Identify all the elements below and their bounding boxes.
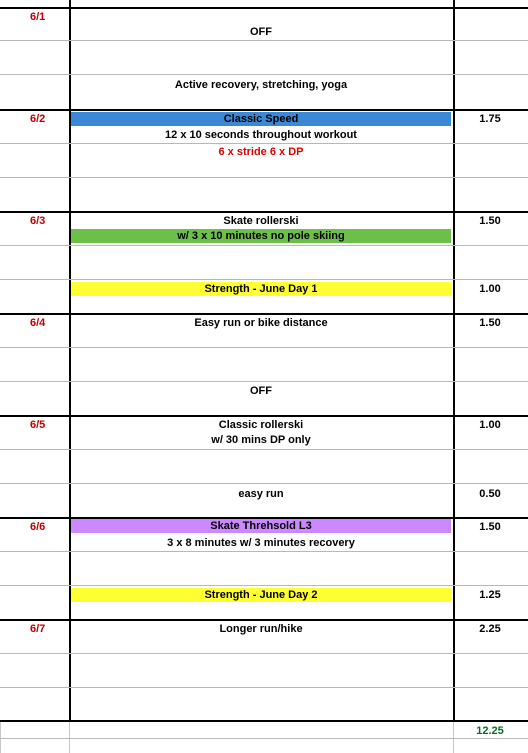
row-divider xyxy=(0,40,528,41)
workout-cell: 12 x 10 seconds throughout workout xyxy=(165,129,357,141)
total-hours: 12.25 xyxy=(476,725,504,737)
row-divider xyxy=(0,720,528,722)
workout-cell: Longer run/hike xyxy=(219,623,303,635)
row-divider xyxy=(0,347,528,348)
workout-cell: Strength - June Day 1 xyxy=(204,283,318,295)
workout-cell: 6 x stride 6 x DP xyxy=(218,146,304,158)
date-cell: 6/1 xyxy=(30,11,46,23)
hours-cell: 1.50 xyxy=(479,317,501,329)
row-divider xyxy=(0,381,528,382)
workout-cell: Classic rollerski xyxy=(218,419,304,431)
workout-cell: OFF xyxy=(250,385,272,397)
workout-cell: Skate rollerski xyxy=(223,215,299,227)
date-cell: 6/7 xyxy=(30,623,46,635)
row-divider xyxy=(0,619,528,621)
hours-cell: 1.50 xyxy=(479,521,501,533)
row-divider xyxy=(0,415,528,417)
hours-cell: 1.25 xyxy=(479,589,501,601)
row-divider xyxy=(0,738,528,739)
date-cell: 6/6 xyxy=(30,521,46,533)
hours-cell: 1.50 xyxy=(479,215,501,227)
workout-cell: Easy run or bike distance xyxy=(194,317,328,329)
row-divider xyxy=(0,143,528,144)
hours-cell: 1.75 xyxy=(479,113,501,125)
date-cell: 6/3 xyxy=(30,215,46,227)
workout-cell: Skate Threhsold L3 xyxy=(210,520,312,532)
row-divider xyxy=(0,687,528,688)
row-divider xyxy=(0,7,528,9)
row-divider xyxy=(0,551,528,552)
workout-cell: Classic Speed xyxy=(223,113,299,125)
workout-cell: Active recovery, stretching, yoga xyxy=(174,79,348,91)
workout-cell: w/ 3 x 10 minutes no pole skiing xyxy=(177,230,345,242)
row-divider xyxy=(0,313,528,315)
date-cell: 6/5 xyxy=(30,419,46,431)
hours-cell: 0.50 xyxy=(479,488,501,500)
workout-cell: easy run xyxy=(238,488,284,500)
workout-cell: 3 x 8 minutes w/ 3 minutes recovery xyxy=(167,537,355,549)
workout-cell: OFF xyxy=(250,26,272,38)
row-divider xyxy=(0,109,528,111)
date-cell: 6/2 xyxy=(30,113,46,125)
date-cell: 6/4 xyxy=(30,317,46,329)
row-divider xyxy=(0,245,528,246)
row-divider xyxy=(0,279,528,280)
row-divider xyxy=(0,483,528,484)
hours-cell: 2.25 xyxy=(479,623,501,635)
row-divider xyxy=(0,449,528,450)
hours-cell: 1.00 xyxy=(479,419,501,431)
workout-cell: Strength - June Day 2 xyxy=(204,589,318,601)
hours-cell: 1.00 xyxy=(479,283,501,295)
row-divider xyxy=(0,211,528,213)
row-divider xyxy=(0,585,528,586)
row-divider xyxy=(0,74,528,75)
workout-cell: w/ 30 mins DP only xyxy=(211,434,311,446)
row-divider xyxy=(0,177,528,178)
row-divider xyxy=(0,653,528,654)
